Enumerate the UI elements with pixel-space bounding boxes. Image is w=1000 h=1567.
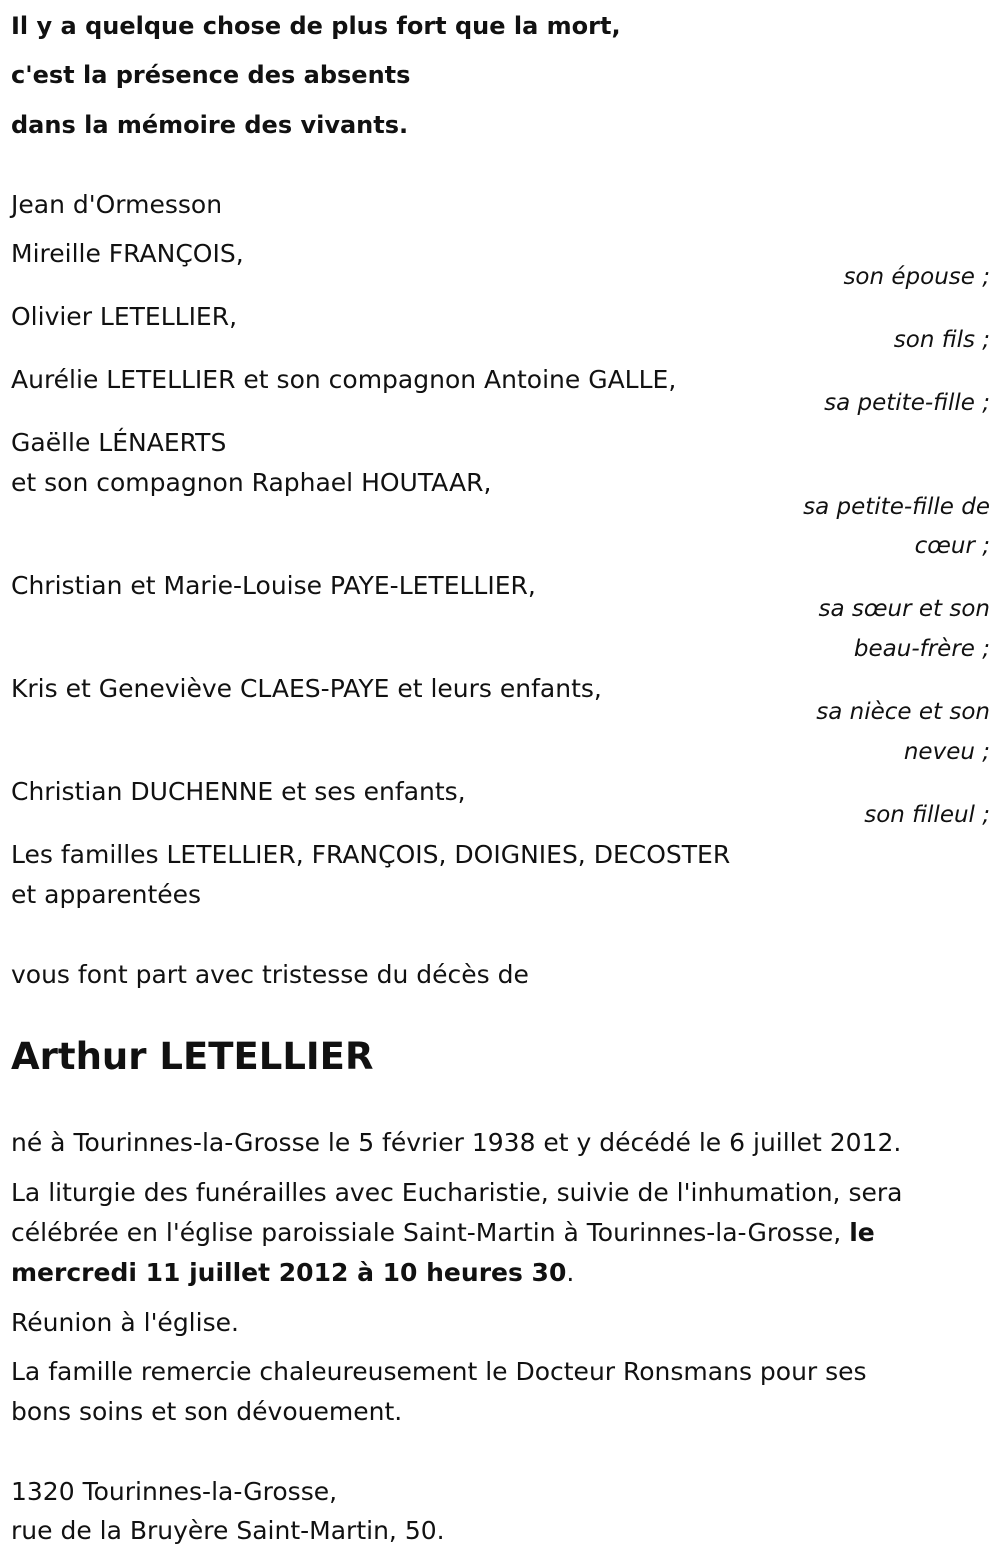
family-relation: sa petite-fille de (803, 494, 990, 520)
liturgy-date: mercredi 11 juillet 2012 à 10 heures 30 (11, 1258, 567, 1287)
address-line-2: rue de la Bruyère Saint-Martin, 50. (11, 1516, 445, 1545)
announcement-text: vous font part avec tristesse du décès de (11, 960, 529, 989)
family-name: Christian DUCHENNE et ses enfants, (11, 777, 466, 806)
family-relation: son filleul ; (864, 802, 990, 828)
quote-author: Jean d'Ormesson (11, 190, 223, 219)
family-relation: sa sœur et son (818, 596, 990, 622)
family-name-continued: et son compagnon Raphael HOUTAAR, (11, 468, 492, 497)
address-line-1: 1320 Tourinnes-la-Grosse, (11, 1477, 338, 1506)
family-relation: sa nièce et son (816, 699, 990, 725)
meeting-text: Réunion à l'église. (11, 1308, 239, 1337)
family-name: Mireille FRANÇOIS, (11, 239, 244, 268)
liturgy-text-line-2 (11, 1213, 875, 1253)
family-relation: son fils ; (893, 327, 990, 353)
liturgy-date-start: le (849, 1218, 875, 1247)
family-name: Kris et Geneviève CLAES-PAYE et leurs enfants, (11, 674, 602, 703)
liturgy-text-line-1: La liturgie des funérailles avec Eucharistie, suivie de l'inhumation, sera (11, 1178, 903, 1207)
quote-line-2: c'est la présence des absents (11, 61, 411, 89)
quote-line-1: Il y a quelque chose de plus fort que la mort, (11, 12, 621, 40)
family-name: Les familles LETELLIER, FRANÇOIS, DOIGNIES, DECOSTER (11, 840, 731, 869)
family-relation: son épouse ; (843, 264, 990, 290)
quote-line-3: dans la mémoire des vivants. (11, 111, 409, 139)
family-name: Aurélie LETELLIER et son compagnon Antoine GALLE, (11, 365, 677, 394)
family-name: Christian et Marie-Louise PAYE-LETELLIER, (11, 571, 536, 600)
family-name-continued: et apparentées (11, 880, 202, 909)
birth-death-text: né à Tourinnes-la-Grosse le 5 février 1938 et y décédé le 6 juillet 2012. (11, 1128, 902, 1157)
deceased-name: Arthur LETELLIER (11, 1035, 374, 1078)
family-relation-continued: beau-frère ; (853, 636, 990, 662)
family-name: Gaëlle LÉNAERTS (11, 428, 227, 457)
liturgy-text-line-3 (11, 1253, 574, 1293)
thanks-text-line-2: bons soins et son dévouement. (11, 1397, 403, 1426)
liturgy-date-end: . (566, 1258, 575, 1287)
family-name: Olivier LETELLIER, (11, 302, 238, 331)
thanks-text-line-1: La famille remercie chaleureusement le Docteur Ronsmans pour ses (11, 1357, 867, 1386)
liturgy-church: célébrée en l'église paroissiale Saint-Martin à Tourinnes-la-Grosse, (11, 1218, 850, 1247)
family-relation-continued: neveu ; (903, 739, 990, 765)
family-relation-continued: cœur ; (914, 533, 990, 559)
family-relation: sa petite-fille ; (824, 390, 990, 416)
